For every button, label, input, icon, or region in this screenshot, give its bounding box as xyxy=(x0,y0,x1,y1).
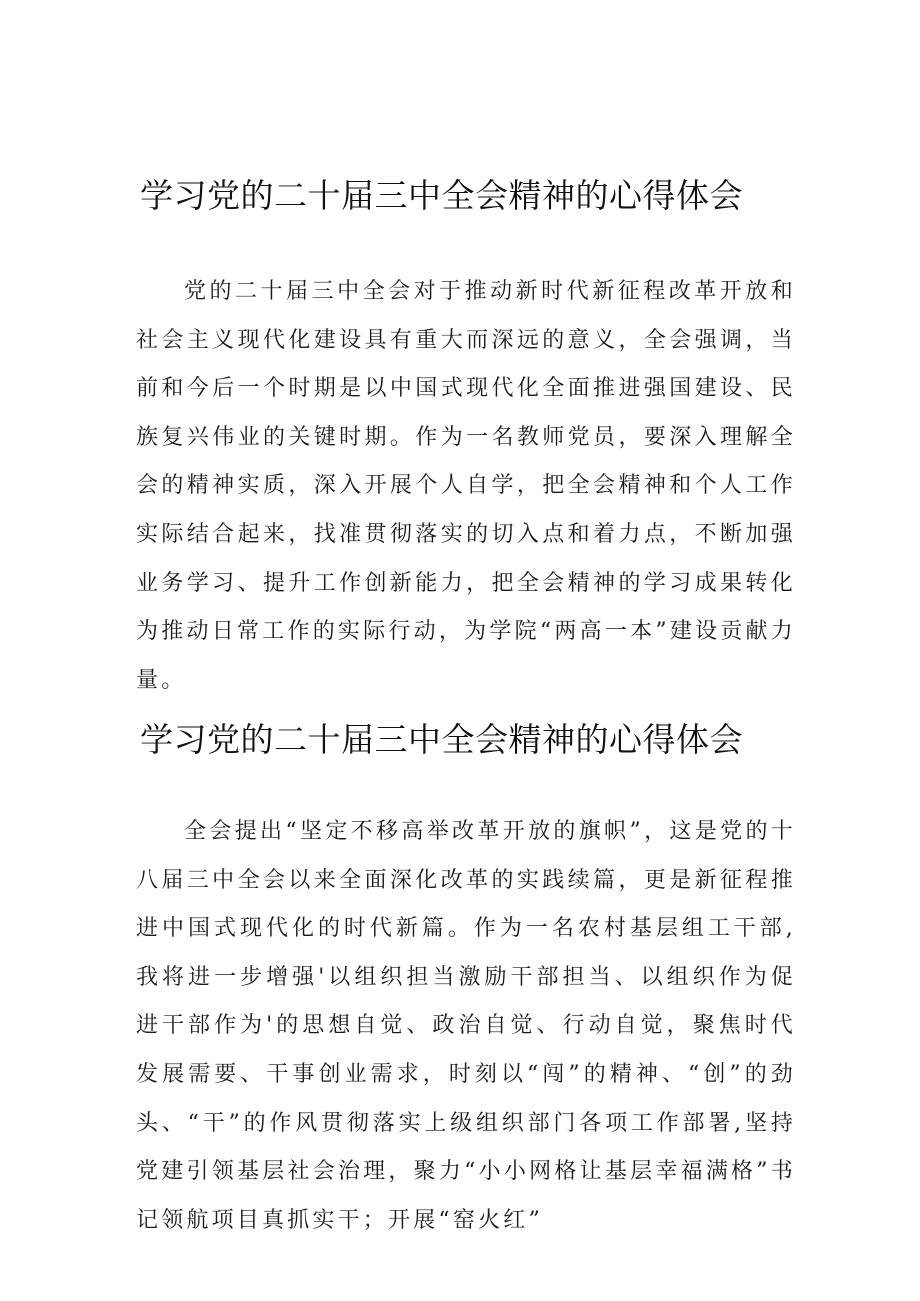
section-1-paragraph: 党的二十届三中全会对于推动新时代新征程改革开放和社会主义现代化建设具有重大而深远的意义，全会强调，当前和今后一个时期是以中国式现代化全面推进强国建设、民族复兴伟业的关键时期。作为一名教师党员，要深入理解全会的精神实质，深入开展个人自学，把全会精神和个人工作实际结合起来，找准贯彻落实的切入点和着力点，不断加强业务学习、提升工作创新能力，把全会精神的学习成果转化为推动日常工作的实际行动，为学院“两高一本”建设贡献力量。 xyxy=(136,279,796,693)
section-1-title: 学习党的二十届三中全会精神的心得体会 xyxy=(140,176,743,215)
section-2-paragraph: 全会提出“坚定不移高举改革开放的旗帜”，这是党的十八届三中全会以来全面深化改革的实践续篇，更是新征程推进中国式现代化的时代新篇。作为一名农村基层组工干部,我将进一步增强'以组织担当激励干部担当、以组织作为促进干部作为'的思想自觉、政治自觉、行动自觉，聚焦时代发展需要、干事创业需求，时刻以“闯”的精神、“创”的劲头、“干”的作风贯彻落实上级组织部门各项工作部署,坚持党建引领基层社会治理，聚力“小小网格让基层幸福满格”书记领航项目真抓实干；开展“窑火红” xyxy=(136,819,796,1233)
section-2-title: 学习党的二十届三中全会精神的心得体会 xyxy=(140,720,743,759)
